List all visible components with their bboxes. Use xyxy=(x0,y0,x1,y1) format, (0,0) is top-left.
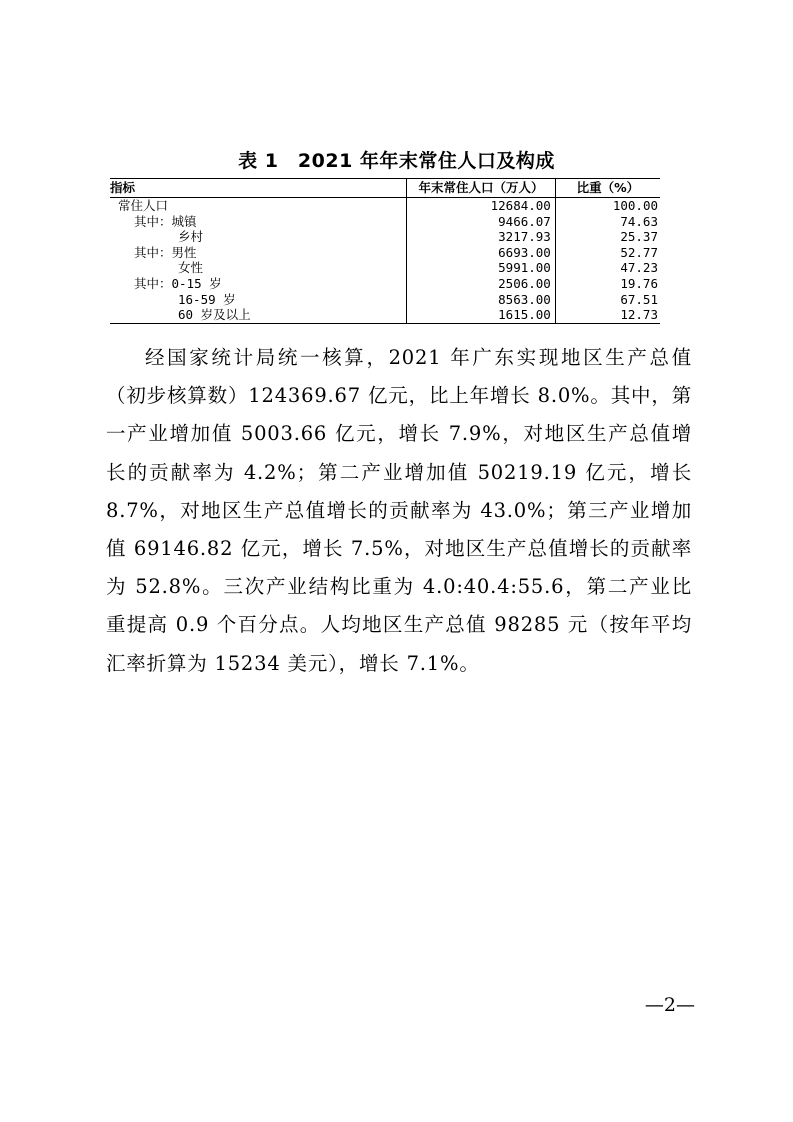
row-share: 19.76 xyxy=(555,276,660,292)
table-row xyxy=(110,245,660,261)
table-row xyxy=(110,276,660,292)
table-row xyxy=(110,198,660,214)
row-label: 16-59 岁 xyxy=(178,291,236,307)
row-value: 8563.00 xyxy=(407,292,556,308)
table-header-row xyxy=(110,179,660,198)
header-share: 比重（%） xyxy=(555,179,660,198)
table-row xyxy=(110,214,660,230)
row-share: 67.51 xyxy=(555,292,660,308)
row-share: 100.00 xyxy=(555,198,660,214)
row-value: 6693.00 xyxy=(407,245,556,261)
page-number: —2— xyxy=(644,994,695,1016)
row-label: 女性 xyxy=(178,260,204,276)
table-row xyxy=(110,307,660,323)
row-value: 12684.00 xyxy=(407,198,556,214)
row-share: 12.73 xyxy=(555,307,660,323)
row-label: 其中：男性 xyxy=(134,244,197,260)
row-label: 其中：0-15 岁 xyxy=(134,275,222,291)
row-share: 74.63 xyxy=(555,214,660,230)
row-value: 1615.00 xyxy=(407,307,556,323)
row-value: 2506.00 xyxy=(407,276,556,292)
header-indicator: 指标 xyxy=(110,179,407,198)
row-label: 其中：城镇 xyxy=(134,213,197,229)
row-share: 25.37 xyxy=(555,229,660,245)
table-row xyxy=(110,229,660,245)
gdp-paragraph: 经国家统计局统一核算，2021 年广东实现地区生产总值（初步核算数）124369.67 亿元，比上年增长 8.0%。其中，第一产业增加值 5003.66 亿元，增长 7.9%，对地区生产总值增长的贡献率为 4.2%；第二产业增加值 50219.19 亿元，增长 8.7%，对地区生产总值增长的贡献率为 43.0%；第三产业增加值 69146.82 亿元，增长 7.5%，对地区生产总值增长的贡献率为 52.8%。三次产业结构比重为 4.0:40.4:55.6，第二产业比重提高 0.9 个百分点。人均地区生产总值 98285 元（按年平均汇率折算为 15234 美元），增长 7.1%。 xyxy=(106,346,692,675)
row-value: 9466.07 xyxy=(407,214,556,230)
row-label: 60 岁及以上 xyxy=(110,307,407,323)
header-population: 年末常住人口（万人） xyxy=(407,179,556,198)
row-share: 47.23 xyxy=(555,260,660,276)
row-share: 52.77 xyxy=(555,245,660,261)
row-value: 3217.93 xyxy=(407,229,556,245)
row-label: 常住人口 xyxy=(118,198,169,213)
table-row xyxy=(110,292,660,308)
population-table xyxy=(110,178,660,324)
row-label: 乡村 xyxy=(178,229,204,245)
row-value: 5991.00 xyxy=(407,260,556,276)
table-title: 表 1 2021 年年末常住人口及构成 xyxy=(238,150,555,172)
table-row xyxy=(110,260,660,276)
